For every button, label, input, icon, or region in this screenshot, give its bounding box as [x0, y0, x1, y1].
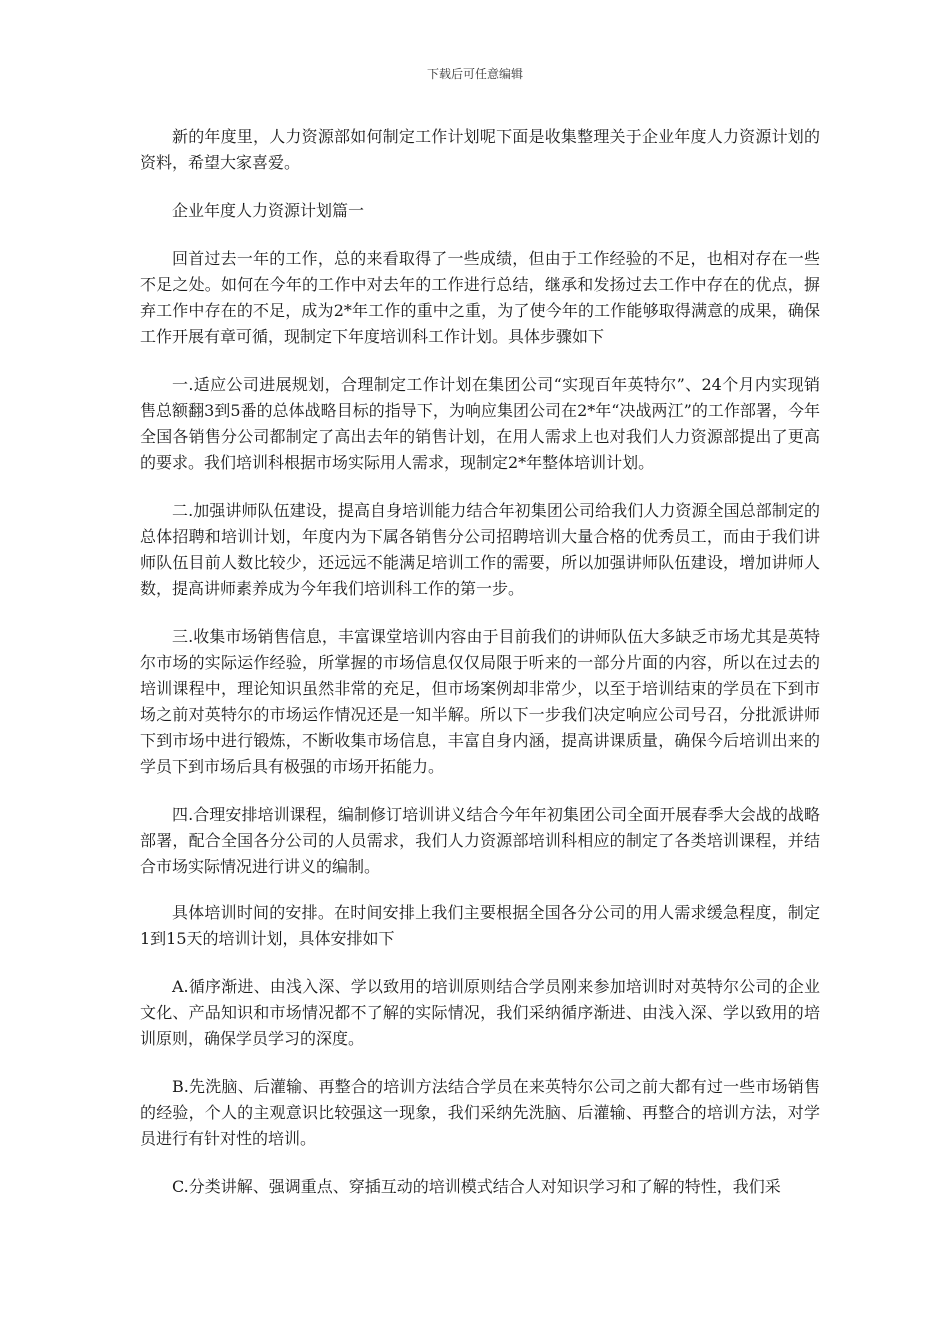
intro-paragraph: 新的年度里，人力资源部如何制定工作计划呢下面是收集整理关于企业年度人力资源计划的资料，希望大家喜爱。 [140, 127, 820, 172]
document-body [140, 124, 820, 1200]
body-paragraph: 三.收集市场销售信息，丰富课堂培训内容由于目前我们的讲师队伍大多缺乏市场尤其是英特尔市场的实际运作经验，所掌握的市场信息仅仅局限于听来的一部分片面的内容，所以在过去的培训课程中，理论知识虽然非常的充足，但市场案例却非常少，以至于培训结束的学员在下到市场之前对英特尔的市场运作情况还是一知半解。所以下一步我们决定响应公司号召，分批派讲师下到市场中进行锻炼，不断收集市场信息，丰富自身内涵，提高讲课质量，确保今后培训出来的学员下到市场后具有极强的市场开拓能力。 [140, 627, 820, 776]
body-paragraph: A.循序渐进、由浅入深、学以致用的培训原则结合学员刚来参加培训时对英特尔公司的企业文化、产品知识和市场情况都不了解的实际情况，我们采纳循序渐进、由浅入深、学以致用的培训原则，确保学员学习的深度。 [140, 977, 820, 1048]
body-paragraph: 回首过去一年的工作，总的来看取得了一些成绩，但由于工作经验的不足，也相对存在一些不足之处。如何在今年的工作中对去年的工作进行总结，继承和发扬过去工作中存在的优点，摒弃工作中存在的不足，成为2*年工作的重中之重，为了使今年的工作能够取得满意的成果，确保工作开展有章可循，现制定下年度培训科工作计划。具体步骤如下 [140, 249, 820, 346]
body-paragraph: 具体培训时间的安排。在时间安排上我们主要根据全国各分公司的用人需求缓急程度，制定1到15天的培训计划，具体安排如下 [140, 903, 820, 948]
section-heading: 企业年度人力资源计划篇一 [172, 201, 365, 220]
body-paragraph: C.分类讲解、强调重点、穿插互动的培训模式结合人对知识学习和了解的特性，我们采 [172, 1177, 781, 1196]
body-paragraph: 一.适应公司进展规划，合理制定工作计划在集团公司“实现百年英特尔”、24个月内实现销售总额翻3到5番的总体战略目标的指导下，为响应集团公司在2*年“决战两江”的工作部署，今年全国各销售分公司都制定了高出去年的销售计划，在用人需求上也对我们人力资源部提出了更高的要求。我们培训科根据市场实际用人需求，现制定2*年整体培训计划。 [140, 375, 820, 472]
body-paragraph: B.先洗脑、后灌输、再整合的培训方法结合学员在来英特尔公司之前大都有过一些市场销售的经验，个人的主观意识比较强这一现象，我们采纳先洗脑、后灌输、再整合的培训方法，对学员进行有针对性的培训。 [140, 1077, 820, 1148]
page-header: 下载后可任意编辑 [426, 67, 523, 81]
body-paragraph: 四.合理安排培训课程，编制修订培训讲义结合今年年初集团公司全面开展春季大会战的战略部署，配合全国各分公司的人员需求，我们人力资源部培训科相应的制定了各类培训课程，并结合市场实际情况进行讲义的编制。 [140, 805, 820, 876]
body-paragraph: 二.加强讲师队伍建设，提高自身培训能力结合年初集团公司给我们人力资源全国总部制定的总体招聘和培训计划，年度内为下属各销售分公司招聘培训大量合格的优秀员工，而由于我们讲师队伍目前人数比较少，还远远不能满足培训工作的需要，所以加强讲师队伍建设，增加讲师人数，提高讲师素养成为今年我们培训科工作的第一步。 [140, 501, 820, 598]
